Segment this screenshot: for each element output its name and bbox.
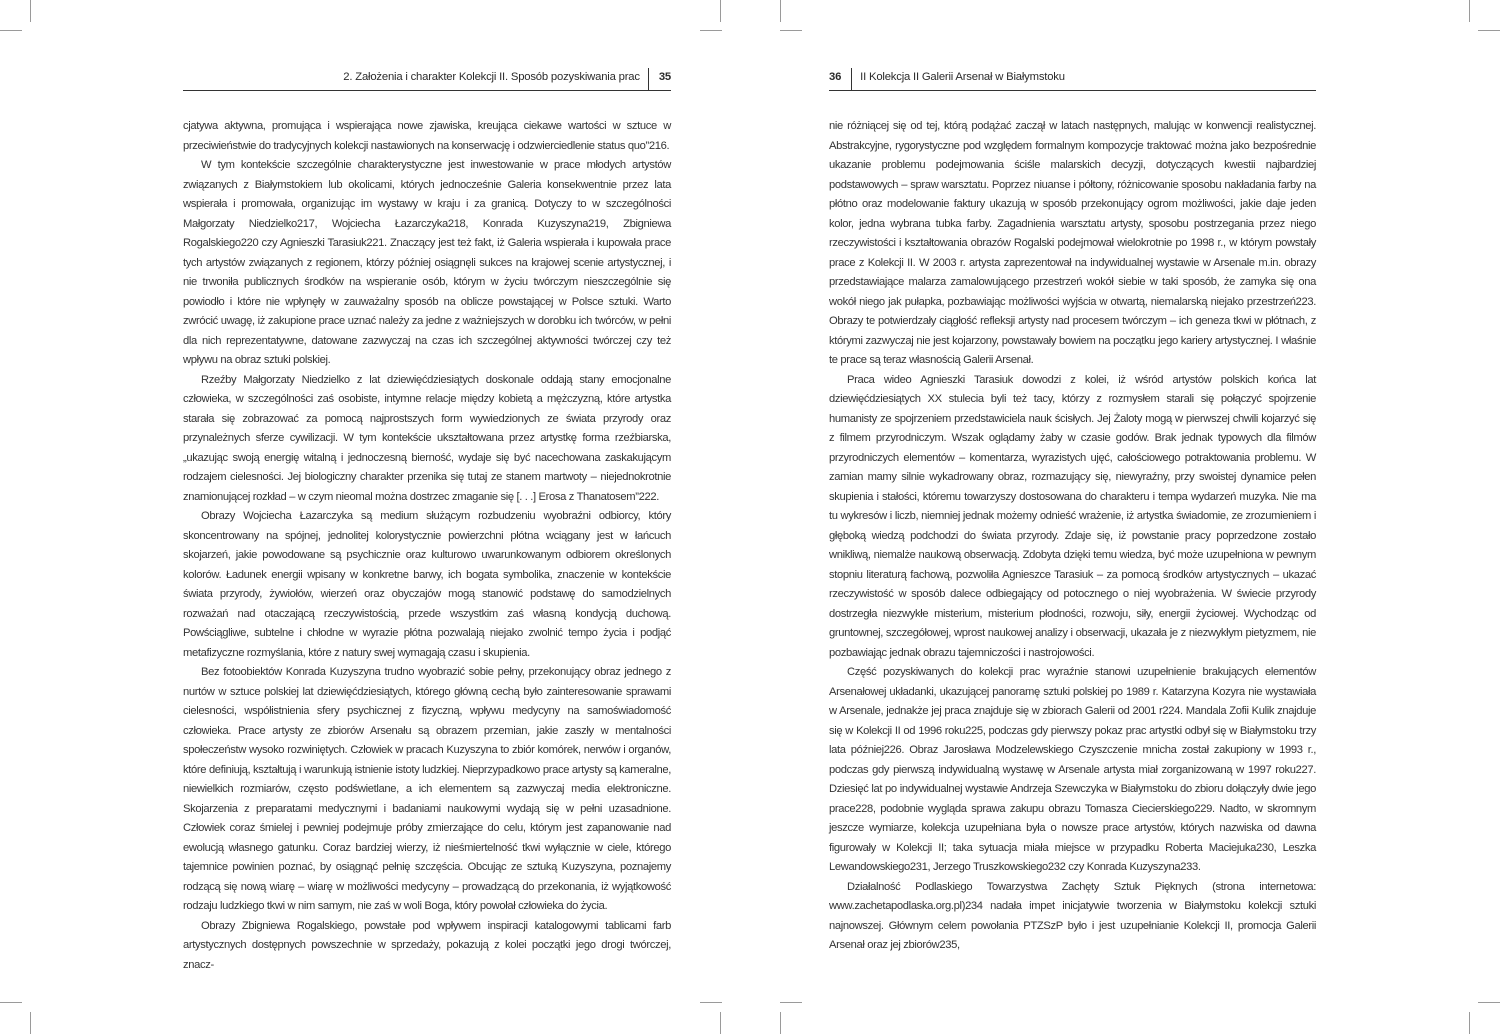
paragraph: Praca wideo Agnieszki Tarasiuk dowodzi z kolei, iż wśród artystów polskich końca lat dziewięćdziesiątych XX stulecia byli też tacy, którzy z rozmysłem starali się połączyć spojrzenie humanisty ze spojrzeniem przedstawiciela nauk ścisłych. Jej Żaloty mogą w pierwszej chwili kojarzyć się z filmem przyrodniczym. Wszak oglądamy żaby w czasie godów. Brak jednak typowych dla filmów przyrodniczych elementów – komentarza, wyrazistych ujęć, całościowego potraktowania problemu. W zamian mamy silnie wykadrowany obraz, rozmazujący się, niewyraźny, przy swoistej dynamice pełen skupienia i stałości, któremu towarzyszy dostosowana do charakteru i tempa wydarzeń muzyka. Nie ma tu wykresów i liczb, niemniej jednak możemy odnieść wrażenie, iż artystka świadomie, ze zrozumieniem i głęboką wiedzą podchodzi do świata przyrody. Zdaje się, iż powstanie pracy poprzedzone zostało wnikliwą, niemalże naukową obserwacją. Zdobyta dzięki temu wiedza, być może uzupełniona w pewnym stopniu literaturą fachową, pozwoliła Agnieszce Tarasiuk – za pomocą środków artystycznych – ukazać rzeczywistość w sposób dalece odbiegający od potocznego o niej wyobrażenia. W świecie przyrody dostrzegła niezwykłe misterium, misterium płodności, rozwoju, siły, energii życiowej. Wychodząc od gruntownej, szczegółowej, wprost naukowej analizy i obserwacji, ukazała je z niezwykłym pietyzmem, nie pozbawiając jednak obrazu tajemniczości i nastrojowości.: [829, 373, 1316, 659]
running-header: [183, 68, 671, 91]
page-number: 36: [829, 68, 852, 90]
paragraph: nie różniącej się od tej, którą podążać zaczął w latach następnych, malując w konwencji realistycznej. Abstrakcyjne, rygorystyczne pod względem formalnym kompozycje traktować można jako bezpośrednie ukazanie problemu podejmowania ściśle malarskich decyzji, dotyczących kwestii najbardziej podstawowych – spraw warsztatu. Poprzez niuanse i półtony, różnicowanie sposobu nakładania farby na płótno oraz modelowanie faktury ukazują w sposób przekonujący ogrom możliwości, jakie daje jeden kolor, jedna wybrana tubka farby. Zagadnienia warsztatu artysty, sposobu postrzegania przez niego rzeczywistości i kształtowania obrazów Rogalski podejmował wielokrotnie po 1998 r., w którym powstały prace z Kolekcji II. W 2003 r. artysta zaprezentował na indywidualnej wystawie w Arsenale m.in. obrazy przedstawiające malarza zamalowującego przestrzeń wokół siebie w taki sposób, że zamyka się ona wokół niego jak pułapka, pozbawiając możliwości wyjścia w otwartą, niemalarską niejako przestrzeń223. Obrazy te potwierdzały ciągłość refleksji artysty nad procesem twórczym – ich geneza tkwi w płótnach, z którymi zazwyczaj nie jest kojarzony, powstawały bowiem na początku jego kariery artystycznej. I właśnie te prace są teraz własnością Galerii Arsenał.: [829, 120, 1316, 366]
crop-mark: [1469, 0, 1470, 22]
crop-mark: [780, 1012, 781, 1034]
paragraph: Działalność Podlaskiego Towarzystwa Zachęty Sztuk Pięknych (strona internetowa: www.zachetapodlaska.org.pl)234 nadała impet inicjatywie tworzenia w Białymstoku kolekcji sztuki najnowszej. Głównym celem powołania PTZSzP było i jest uzupełnianie Kolekcji II, promocja Galerii Arsenał oraz jej zbiorów235,: [829, 880, 1316, 951]
paragraph: Bez fotoobiektów Konrada Kuzyszyna trudno wyobrazić sobie pełny, przekonujący obraz jednego z nurtów w sztuce polskiej lat dziewięćdziesiątych, którego główną cechą było zainteresowanie sprawami cielesności, współistnienia sfery psychicznej z fizyczną, wpływu medycyny na samoświadomość człowieka. Prace artysty ze zbiorów Arsenału są obrazem przemian, jakie zaszły w mentalności społeczeństw wysoko rozwiniętych. Człowiek w pracach Kuzyszyna to zbiór komórek, nerwów i organów, które definiują, kształtują i warunkują istnienie istoty ludzkiej. Nieprzypadkowo prace artysty są kameralne, niewielkich rozmiarów, często podświetlane, a ich elementem są zazwyczaj media elektroniczne. Skojarzenia z preparatami medycznymi i badaniami naukowymi wydają się w pełni uzasadnione. Człowiek coraz śmielej i pewniej podejmuje próby zmierzające do celu, którym jest zapanowanie nad ewolucją własnego gatunku. Coraz bardziej wierzy, iż nieśmiertelność tkwi wyłącznie w ciele, którego tajemnice powinien poznać, by osiągnąć pełnię szczęścia. Obcując ze sztuką Kuzyszyna, poznajemy rodzącą się nową wiarę – wiarę w możliwości medycyny – prowadzącą do przekonania, iż wyjątkowość rodzaju ludzkiego tkwi w nim samym, nie zaś w woli Boga, który powołał człowieka do życia.: [183, 666, 671, 912]
crop-mark: [780, 0, 781, 22]
crop-mark: [30, 1012, 31, 1034]
running-header: [829, 68, 1316, 91]
page-number: 35: [648, 68, 671, 90]
paragraph: cjatywa aktywna, promująca i wspierająca nowe zjawiska, kreująca ciekawe wartości w sztuce w przeciwieństwie do tradycyjnych kolekcji nastawionych na konserwację i odzwierciedlenie status quo”216.: [183, 120, 671, 152]
crop-mark: [720, 0, 721, 22]
header-title: II Kolekcja II Galerii Arsenał w Białymstoku: [860, 71, 1065, 83]
crop-mark: [780, 30, 802, 31]
body-text: [829, 117, 1316, 956]
paragraph: Część pozyskiwanych do kolekcji prac wyraźnie stanowi uzupełnienie brakujących elementów Arsenałowej układanki, ukazującej panoramę sztuki polskiej po 1989 r. Katarzyna Kozyra nie wystawiała w Arsenale, jednakże jej praca znajduje się w zbiorach Galerii od 2001 r224. Mandala Zofii Kulik znajduje się w Kolekcji II od 1996 roku225, podczas gdy pierwszy pokaz prac artystki odbył się w Białymstoku trzy lata później226. Obraz Jarosława Modzelewskiego Czyszczenie mnicha został zakupiony w 1993 r., podczas gdy pierwszą indywidualną wystawę w Arsenale artysta miał zorganizowaną w 1997 roku227. Dziesięć lat po indywidualnej wystawie Andrzeja Szewczyka w Białymstoku do zbioru dołączyły dwie jego prace228, podobnie wygląda sprawa zakupu obrazu Tomasza Ciecierskiego229. Nadto, w skromnym jeszcze wymiarze, kolekcja uzupełniana była o nowsze prace artystów, których nazwiska od dawna figurowały w Kolekcji II; taka sytuacja miała miejsce w przypadku Roberta Maciejuka230, Leszka Lewandowskiego231, Jerzego Truszkowskiego232 czy Konrada Kuzyszyna233.: [829, 666, 1316, 873]
crop-mark: [30, 0, 31, 22]
crop-mark: [1478, 30, 1500, 31]
crop-mark: [0, 1002, 22, 1003]
paragraph: Rzeźby Małgorzaty Niedzielko z lat dziewięćdziesiątych doskonale oddają stany emocjonalne człowieka, w szczególności zaś osobiste, intymne relacje między kobietą a mężczyzną, które artystka starała się zobrazować za pomocą najprostszych form wywiedzionych ze świata przyrody oraz przynależnych sferze cywilizacji. W tym kontekście ukształtowana przez artystkę forma rzeźbiarska, „ukazując swoją energię witalną i jednoczesną bierność, wydaje się być nacechowana zaskakującym rodzajem cielesności. Jej biologiczny charakter przenika się tutaj ze stanem martwoty – niejednokrotnie znamionującej rozkład – w czym nieomal można dostrzec zmaganie się [. . .] Erosa z Thanatosem”222.: [183, 373, 671, 503]
paragraph: Obrazy Zbigniewa Rogalskiego, powstałe pod wpływem inspiracji katalogowymi tablicami farb artystycznych dostępnych powszechnie w sprzedaży, pokazują z kolei początki jego drogi twórczej, znacz-: [183, 919, 671, 971]
crop-mark: [700, 30, 722, 31]
body-text: [183, 117, 671, 975]
crop-mark: [780, 1002, 802, 1003]
crop-mark: [0, 30, 22, 31]
paragraph: Obrazy Wojciecha Łazarczyka są medium służącym rozbudzeniu wyobraźni odbiorcy, który skoncentrowany na spójnej, jednolitej kolorystycznie powierzchni płótna wciągany jest w łańcuch skojarzeń, jakie powodowane są psychicznie oraz kulturowo uwarunkowanym odbiorem określonych kolorów. Ładunek energii wpisany w konkretne barwy, ich bogata symbolika, znaczenie w kontekście świata przyrody, żywiołów, wierzeń oraz obyczajów mogą stanowić podstawę do samodzielnych rozważań nad otaczającą rzeczywistością, przede wszystkim zaś własną kondycją duchową. Powściągliwe, subtelne i chłodne w wyrazie płótna pozwalają niejako zwolnić tempo życia i podjąć metafizyczne rozmyślania, które z natury swej wymagają czasu i skupienia.: [183, 510, 671, 659]
crop-mark: [720, 1012, 721, 1034]
paragraph: W tym kontekście szczególnie charakterystyczne jest inwestowanie w prace młodych artystów związanych z Białymstokiem lub okolicami, których jednocześnie Galeria konsekwentnie przez lata wspierała i promowała, organizując im wystawy w kraju i za granicą. Dotyczy to w szczególności Małgorzaty Niedzielko217, Wojciecha Łazarczyka218, Konrada Kuzyszyna219, Zbigniewa Rogalskiego220 czy Agnieszki Tarasiuk221. Znaczący jest też fakt, iż Galeria wspierała i kupowała prace tych artystów związanych z regionem, którzy później osiągnęli sukces na krajowej scenie artystycznej, i nie trwoniła publicznych środków na wspieranie osób, którym w życiu twórczym nieszczególnie się powiodło i które nie wpłynęły w zauważalny sposób na oblicze powstającej w Polsce sztuki. Warto zwrócić uwagę, iż zakupione prace uznać należy za jedne z ważniejszych w dorobku ich twórców, w pełni dla nich reprezentatywne, datowane zazwyczaj na czas ich szczególnej aktywności twórczej czy też wpływu na obraz sztuki polskiej.: [183, 159, 671, 366]
header-title: 2. Założenia i charakter Kolekcji II. Sposób pozyskiwania prac: [343, 71, 640, 83]
crop-mark: [1478, 1002, 1500, 1003]
crop-mark: [1469, 1012, 1470, 1034]
crop-mark: [700, 1002, 722, 1003]
